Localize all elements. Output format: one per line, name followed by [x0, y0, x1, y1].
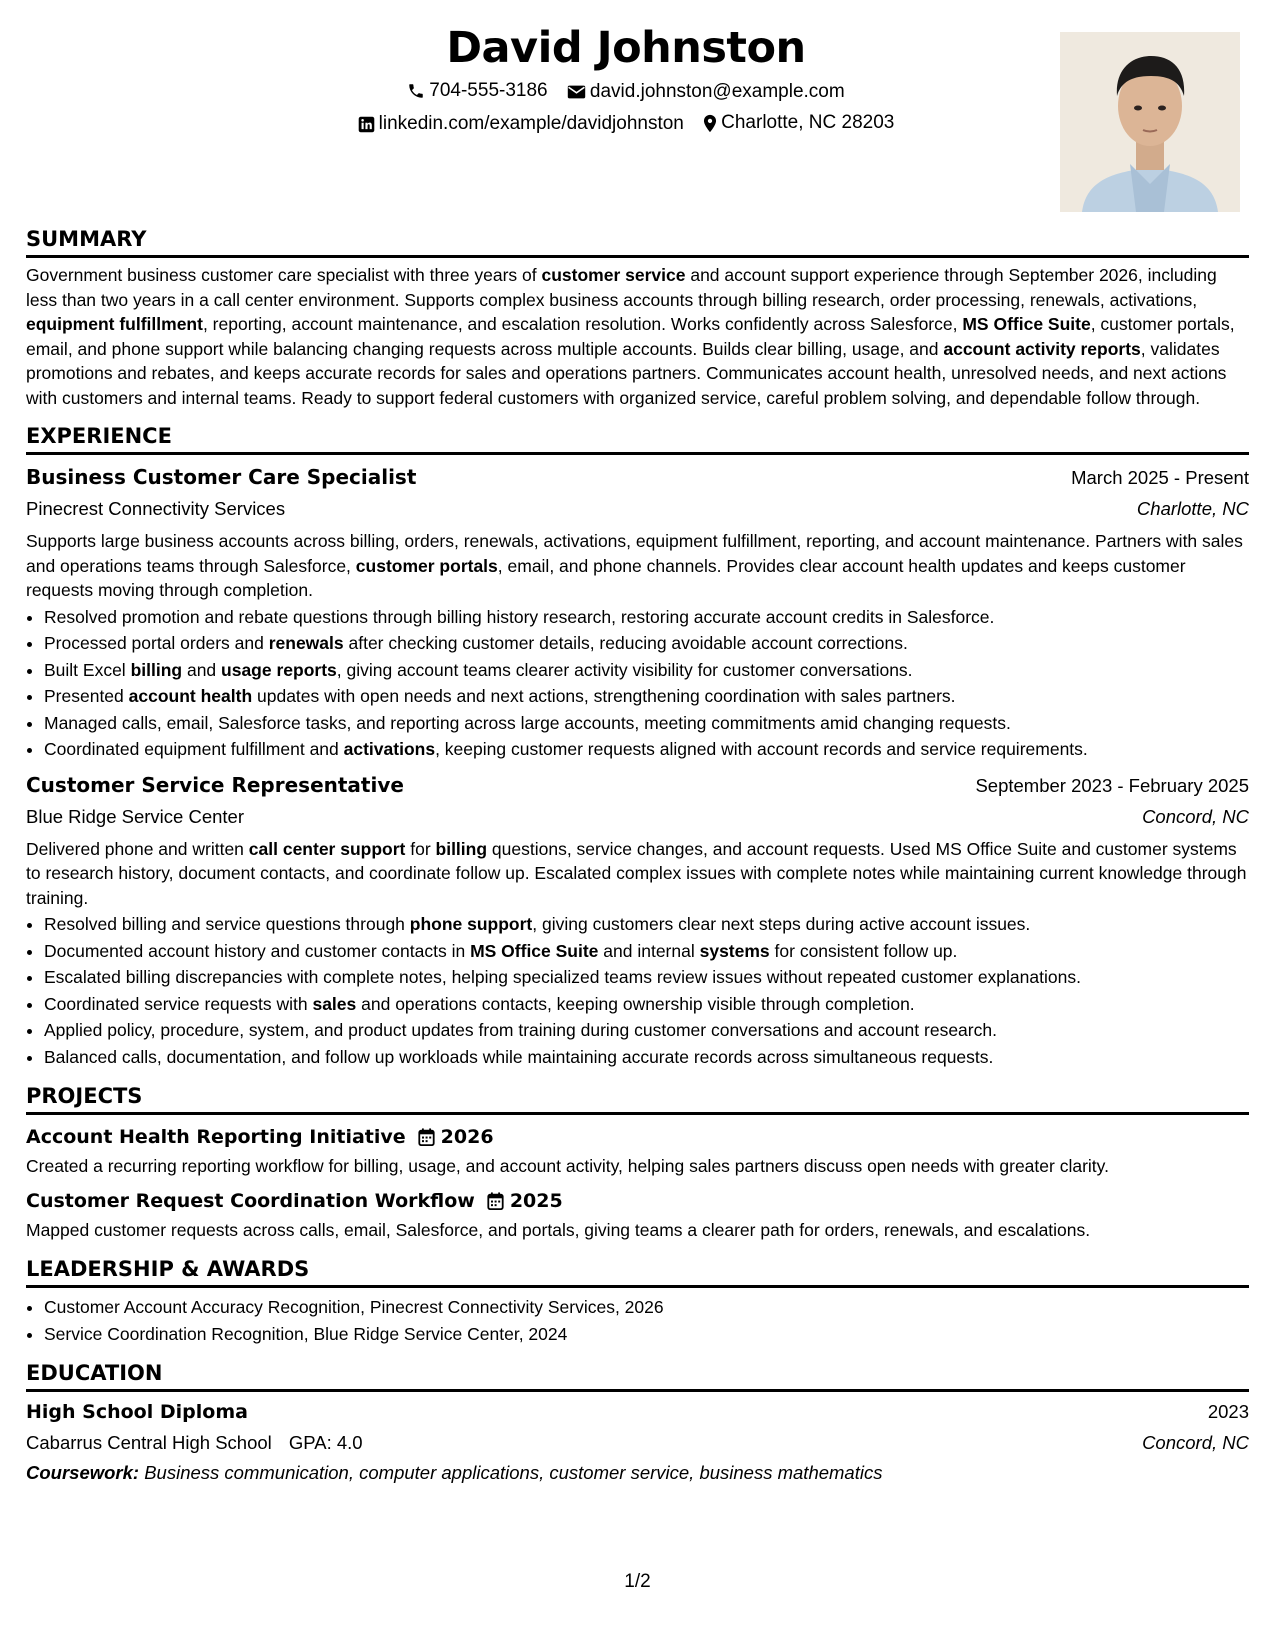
job-entry — [26, 769, 1249, 1071]
job-description: Supports large business accounts across billing, orders, renewals, activations, equipment fulfillment, reporting, and account maintenance. Partners with sales and operations teams through Salesforce, customer portals, email, and phone channels. Provides clear account health updates and keeps customer requests moving through completion. — [26, 531, 1243, 600]
summary-section — [26, 225, 1249, 410]
profile-photo — [1060, 32, 1240, 212]
summary-heading: SUMMARY — [26, 225, 1249, 258]
linkedin-icon — [358, 116, 375, 133]
project-entry — [26, 1185, 1249, 1243]
project-year: 2026 — [440, 1126, 494, 1148]
bold-keyword: renewals — [268, 633, 344, 653]
project-title: Account Health Reporting Initiative — [26, 1126, 406, 1148]
contact-line-1 — [26, 79, 1226, 107]
calendar-icon — [487, 1192, 504, 1210]
job-bullet: • Coordinated equipment fulfillment and activations, keeping customer requests aligned with account records and service requirements. — [44, 736, 1249, 763]
job-dates: March 2025 - Present — [1071, 467, 1249, 488]
projects-heading: PROJECTS — [26, 1082, 1249, 1115]
job-bullet: • Coordinated service requests with sales and operations contacts, keeping ownership visible through completion. — [44, 991, 1249, 1018]
job-bullet: • Resolved promotion and rebate questions through billing history research, restoring accurate account credits in Salesforce. — [44, 604, 1249, 631]
job-bullet: • Escalated billing discrepancies with complete notes, helping specialized teams review issues without repeated customer explanations. — [44, 964, 1249, 991]
bold-keyword: phone support — [409, 914, 533, 934]
experience-heading: EXPERIENCE — [26, 422, 1249, 455]
job-title: Business Customer Care Specialist — [26, 465, 417, 489]
bold-keyword: call center support — [248, 838, 406, 859]
job-bullet-list — [26, 604, 1249, 763]
map-pin-icon — [703, 114, 717, 133]
calendar-icon — [418, 1128, 435, 1146]
email-text: david.johnston@example.com — [589, 81, 845, 102]
bold-keyword: equipment fulfillment — [26, 314, 203, 334]
bold-keyword: systems — [699, 940, 770, 961]
degree-title: High School Diploma — [26, 1401, 248, 1423]
education-section — [26, 1359, 1249, 1488]
job-bullet: • Resolved billing and service questions through phone support, giving customers clear next steps during active account issues. — [44, 911, 1249, 938]
gpa-value: GPA: 4.0 — [288, 1432, 363, 1453]
award-item: • Service Coordination Recognition, Blue Ridge Service Center, 2024 — [44, 1321, 1249, 1348]
awards-section — [26, 1255, 1249, 1347]
company-name: Blue Ridge Service Center — [26, 805, 244, 827]
graduation-year: 2023 — [1207, 1401, 1249, 1422]
bold-keyword: account health — [128, 686, 253, 706]
awards-list — [26, 1294, 1249, 1347]
experience-section — [26, 422, 1249, 1070]
envelope-icon — [567, 84, 586, 100]
projects-section — [26, 1082, 1249, 1243]
job-dates: September 2023 - February 2025 — [975, 774, 1249, 796]
project-description: Created a recurring reporting workflow for billing, usage, and account activity, helping sales partners discuss open needs with greater clarity. — [26, 1156, 1109, 1176]
job-bullet: • Managed calls, email, Salesforce tasks, and reporting across large accounts, meeting commitments amid changing requests. — [44, 710, 1249, 737]
job-bullet: • Applied policy, procedure, system, and product updates from training during customer conversations and account research. — [44, 1017, 1249, 1044]
bold-keyword: customer service — [541, 265, 686, 285]
portrait-illustration — [1060, 32, 1240, 212]
project-description: Mapped customer requests across calls, email, Salesforce, and portals, giving teams a clearer path for orders, renewals, and escalations. — [26, 1220, 1091, 1240]
location-text: Charlotte, NC 28203 — [721, 112, 895, 133]
job-bullet: • Presented account health updates with open needs and next actions, strengthening coordination with sales partners. — [44, 683, 1249, 710]
coursework-label: Coursework: — [26, 1462, 140, 1483]
project-year: 2025 — [509, 1190, 563, 1212]
award-item: • Customer Account Accuracy Recognition, Pinecrest Connectivity Services, 2026 — [44, 1294, 1249, 1321]
job-title: Customer Service Representative — [26, 772, 404, 797]
linkedin-contact[interactable] — [358, 112, 684, 136]
bold-keyword: activations — [343, 739, 436, 759]
job-bullet: • Balanced calls, documentation, and follow up workloads while maintaining accurate records across simultaneous requests. — [44, 1044, 1249, 1071]
candidate-name: David Johnston — [446, 23, 806, 73]
bold-keyword: billing — [130, 659, 183, 680]
phone-text: 704-555-3186 — [429, 80, 548, 101]
page-number: 1/2 — [624, 1571, 651, 1592]
phone-icon — [407, 82, 425, 100]
coursework — [26, 1458, 1249, 1488]
job-description: Delivered phone and written call center support for billing questions, service changes, and account requests. Used MS Office Suite and customer systems to research history, document contacts, and coordinate follow up. Escalated complex issues with complete notes while maintaining current knowledge through training. — [26, 838, 1247, 908]
company-name: Pinecrest Connectivity Services — [26, 498, 286, 519]
project-entry — [26, 1121, 1249, 1179]
bold-keyword: MS Office Suite — [962, 314, 1091, 334]
education-heading: EDUCATION — [26, 1359, 1249, 1392]
bold-keyword: sales — [312, 993, 357, 1014]
bold-keyword: billing — [435, 838, 488, 859]
bold-keyword: customer portals — [355, 555, 498, 576]
bold-keyword: MS Office Suite — [470, 940, 599, 961]
contact-line-2 — [26, 111, 1226, 140]
school-name: Cabarrus Central High School — [26, 1432, 272, 1453]
bold-keyword: account activity reports — [943, 338, 1141, 359]
linkedin-text: linkedin.com/example/davidjohnston — [378, 113, 684, 134]
job-entry — [26, 461, 1249, 763]
job-bullet: • Processed portal orders and renewals after checking customer details, reducing avoidable account corrections. — [44, 630, 1249, 657]
bold-keyword: usage reports — [221, 659, 337, 680]
job-bullet: • Documented account history and customer contacts in MS Office Suite and internal systems for consistent follow up. — [44, 938, 1249, 965]
email-contact[interactable] — [567, 80, 845, 104]
project-title: Customer Request Coordination Workflow — [26, 1190, 475, 1212]
summary-text: Government business customer care specialist with three years of customer service and account support experience through September 2026, including less than two years in a call center environment. Supports complex business accounts through billing research, order processing, renewals, activations, equipment fulfillment, reporting, account maintenance, and escalation resolution. Works confidently across Salesforce, MS Office Suite, customer portals, email, and phone support while balancing changing requests across multiple accounts. Builds clear billing, usage, and account activity reports, validates promotions and rebates, and keeps accurate records for sales and operations partners. Communicates account health, unresolved needs, and next actions with customers and internal teams. Ready to support federal customers with organized service, careful problem solving, and dependable follow through. — [26, 265, 1235, 408]
school-location: Concord, NC — [1142, 1432, 1249, 1453]
job-location: Charlotte, NC — [1136, 498, 1249, 519]
job-location: Concord, NC — [1142, 805, 1249, 827]
phone-contact[interactable] — [407, 79, 547, 103]
awards-heading: LEADERSHIP & AWARDS — [26, 1255, 1249, 1288]
job-bullet: • Built Excel billing and usage reports, giving account teams clearer activity visibility for customer conversations. — [44, 657, 1249, 684]
resume-header — [26, 0, 1249, 225]
resume-page — [26, 0, 1249, 1650]
location-contact — [703, 111, 894, 135]
job-bullet-list — [26, 911, 1249, 1070]
coursework-text: Business communication, computer applications, customer service, business mathematics — [139, 1462, 883, 1483]
